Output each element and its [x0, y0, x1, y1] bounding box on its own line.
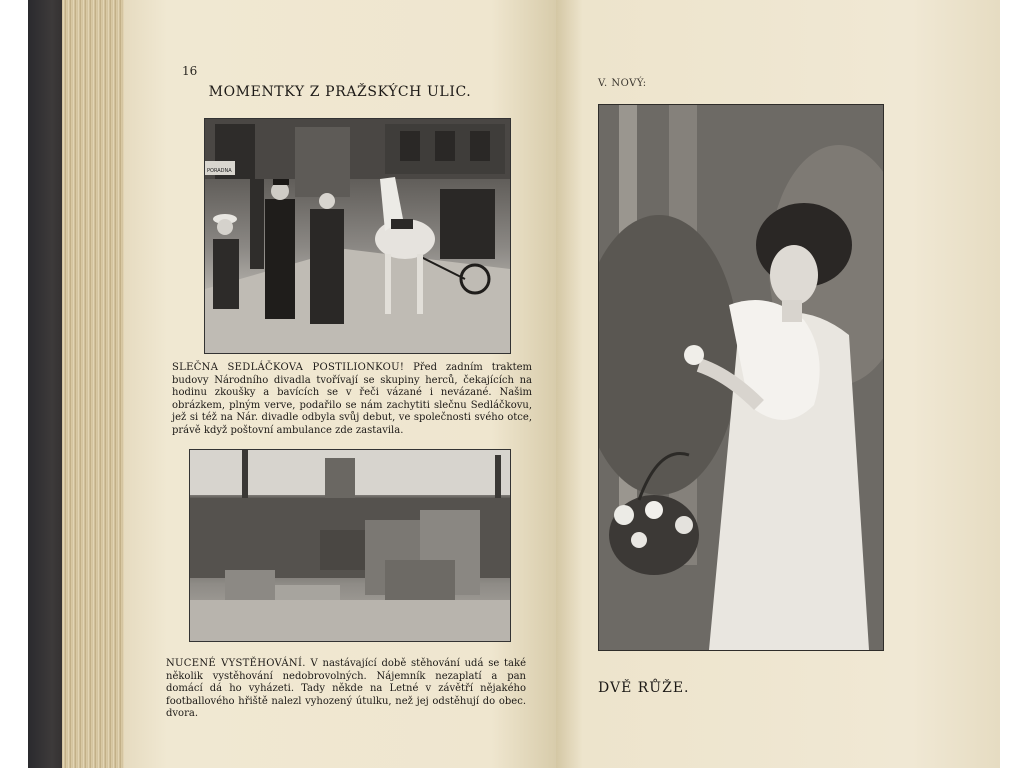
left-page	[124, 0, 556, 768]
running-head: MOMENTKY Z PRAŽSKÝCH ULIC.	[208, 84, 472, 100]
photo-postilion-illustration	[205, 119, 510, 353]
caption-eviction-lead: NUCENÉ VYSTĚHOVÁNÍ.	[166, 658, 306, 669]
plate-author: V. NOVÝ:	[598, 78, 647, 89]
shop-sign: PORADNA	[207, 168, 232, 174]
page-number: 16	[182, 64, 198, 78]
caption-postilion	[172, 362, 532, 437]
portrait-plate	[598, 104, 884, 651]
photo-eviction	[189, 449, 511, 642]
portrait-illustration	[599, 105, 883, 650]
page-edges	[62, 0, 124, 768]
caption-postilion-body: Před zadním traktem budovy Národního divadla tvořívají se skupiny herců, čekajících na hodinu zkoušky a bavících se v řeči vázané i nevázané. Našim obrázkem, plným verve, podařilo se nám zachytiti slečnu Sedláčkovu, jež si též na Nár. divadle odbyla svůj debut, ve společnosti svého otce, právě když poštovní ambulance zde zastavila.	[172, 362, 532, 436]
right-page	[556, 0, 1000, 768]
photo-eviction-illustration	[190, 450, 510, 641]
caption-eviction	[166, 658, 526, 721]
caption-eviction-body: V nastávající době stěhování udá se také několik vystěhování nedobrovolných. Nájemník nezaplatí a pan domácí dá ho vyházeti. Tady někde na Letné v závětří nějakého footballového hřiště nalezl vyhozený útulku, než jej odstěhují do obec. dvora.	[166, 658, 526, 719]
plate-title: DVĚ RŮŽE.	[598, 680, 690, 696]
caption-postilion-lead: SLEČNA SEDLÁČKOVA POSTILIONKOU!	[172, 362, 405, 373]
photo-postilion	[204, 118, 511, 354]
right-margin	[1000, 0, 1024, 768]
